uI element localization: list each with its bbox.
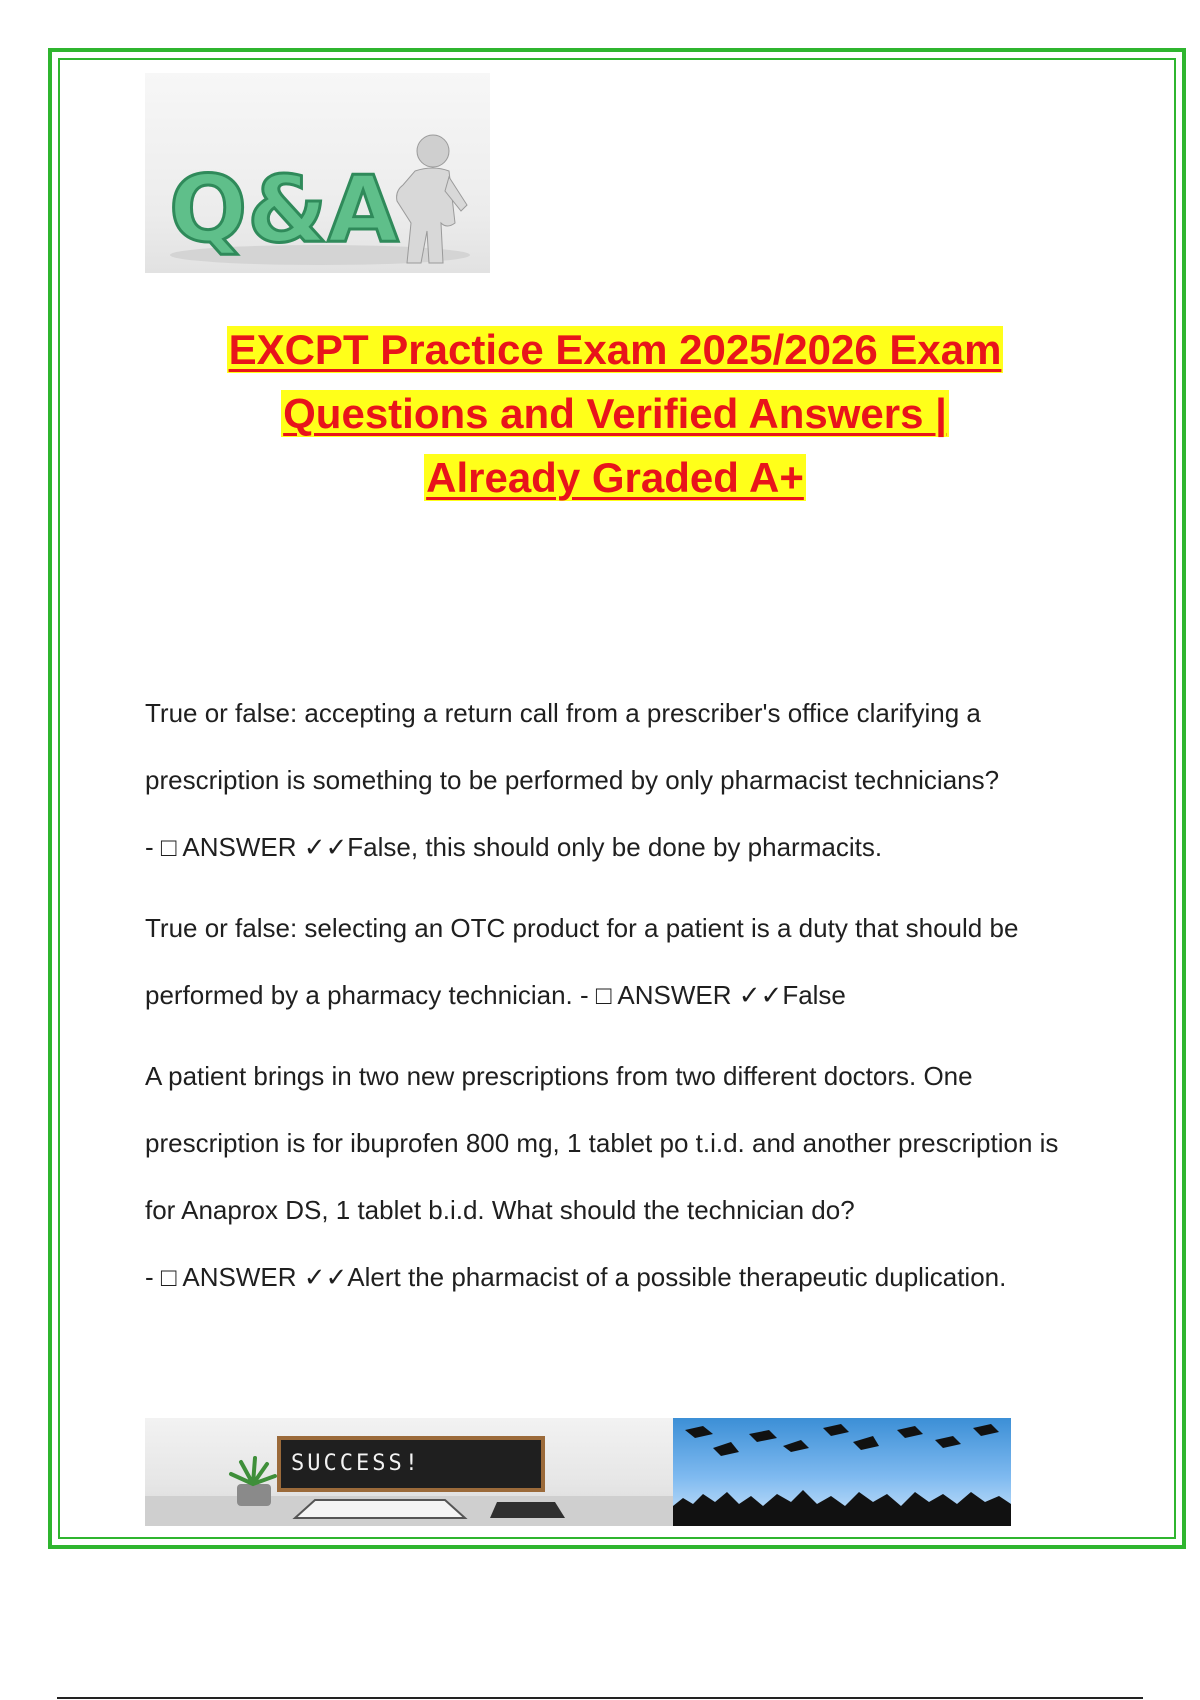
qa-list xyxy=(145,680,1095,1325)
answer-label: - □ ANSWER ✓✓ xyxy=(580,980,783,1010)
graduation-caps-image xyxy=(673,1418,1011,1526)
title-line-1: EXCPT Practice Exam 2025/2026 Exam xyxy=(228,326,1002,373)
calculator-icon xyxy=(490,1502,565,1518)
answer-text: False xyxy=(782,980,846,1010)
clipboard-icon xyxy=(295,1500,465,1518)
answer-label: - □ ANSWER ✓✓ xyxy=(145,832,348,862)
qa-item xyxy=(145,895,1095,1029)
question-text: True or false: accepting a return call from a prescriber's office clarifying a prescription is something to be performed by only pharmacist technicians? xyxy=(145,698,1000,795)
question-text: A patient brings in two new prescriptions from two different doctors. One prescription is for ibuprofen 800 mg, 1 tablet po t.i.d. and another prescription is for Anaprox DS, 1 tablet b.i.d. What should the technician do? xyxy=(145,1061,1059,1225)
qa-item xyxy=(145,680,1095,881)
question-text: True or false: selecting an OTC product for a patient is a duty that should be performed by a pharmacy technician. xyxy=(145,913,1019,1010)
title-line-2: Questions and Verified Answers | xyxy=(283,390,947,437)
success-board: SUCCESS! xyxy=(277,1436,545,1492)
person-figure-icon xyxy=(397,135,467,263)
document-title xyxy=(120,318,1110,510)
qa-figure-logo xyxy=(145,73,490,273)
footer-rule xyxy=(57,1697,1143,1699)
answer-text: False, this should only be done by pharmacits. xyxy=(347,832,883,862)
title-line-3: Already Graded A+ xyxy=(426,454,804,501)
answer-text: Alert the pharmacist of a possible therapeutic duplication. xyxy=(347,1262,1007,1292)
plant-icon xyxy=(231,1458,275,1506)
success-chalkboard-image xyxy=(145,1418,673,1526)
qa-item xyxy=(145,1043,1095,1311)
qa-logo-text: Q&A xyxy=(169,156,399,263)
answer-label: - □ ANSWER ✓✓ xyxy=(145,1262,348,1292)
bottom-banner xyxy=(145,1418,1011,1526)
